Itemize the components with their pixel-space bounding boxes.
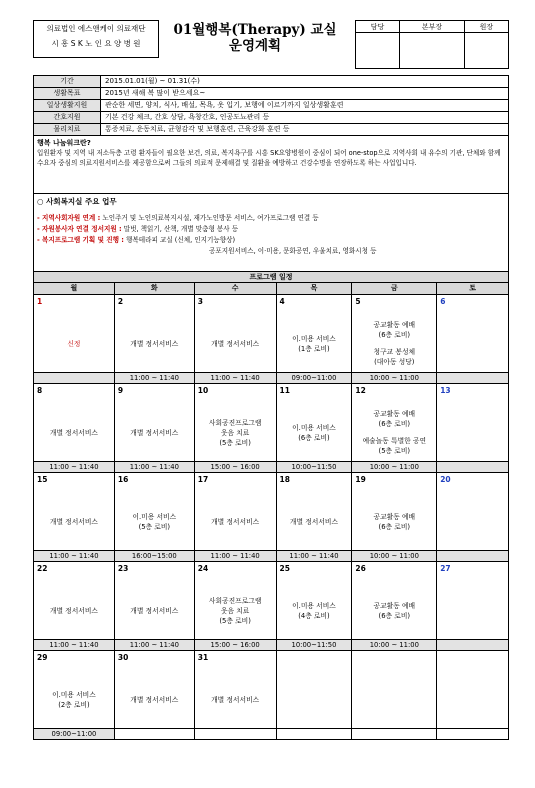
day-number: 12 [355, 386, 366, 395]
event-text: (6층 로비) [378, 611, 411, 620]
event-text: 이.미용 서비스 [132, 512, 177, 521]
event-time [437, 462, 509, 473]
event-time: 09:00~11:00 [276, 373, 352, 384]
event-text: 공교활동 예배 [373, 321, 416, 329]
event-time: 11:00 ~ 11:40 [194, 551, 276, 562]
event-text: (6층 로비) [378, 420, 411, 428]
day-number: 13 [440, 386, 451, 395]
day-of-week-header: 화 [114, 283, 194, 295]
day-events [115, 671, 194, 728]
calendar-day-cell [276, 651, 352, 729]
service-text: 말벗, 책읽기, 산책, 개별 맞춤형 봉사 등 [123, 225, 239, 233]
calendar-week [34, 562, 509, 640]
info-value: 기본 건강 체크, 간호 상담, 욕창간호, 인공도뇨관리 등 [101, 112, 509, 124]
info-value: 통증치료, 운동치료, 균형감각 및 보행훈련, 근육강화 훈련 등 [101, 124, 509, 136]
calendar-day-cell [194, 473, 276, 551]
event-time [114, 729, 194, 740]
day-events [115, 582, 194, 639]
day-number: 6 [440, 297, 446, 306]
info-label: 간호지원 [34, 112, 101, 124]
service-text: 행복테라피 교실 (신체, 인지기능향상) [126, 236, 236, 244]
service-item [37, 213, 505, 224]
day-events [352, 315, 436, 372]
event-time: 10:00 ~ 11:00 [352, 462, 437, 473]
day-number: 17 [197, 475, 209, 484]
calendar-day-cell [194, 384, 276, 462]
event-text: 공교활동 예배 [373, 410, 416, 418]
day-events [195, 404, 276, 461]
service-text: 노인주거 및 노인의료복지시설, 재가노인방문 서비스, 여가프로그램 연결 등 [102, 214, 319, 222]
calendar-time-row [34, 551, 509, 562]
event-text: 개별 정서서비스 [49, 606, 98, 615]
event-text: 개별 정서서비스 [130, 339, 179, 348]
event-text: 청구교 봉성체 [373, 348, 416, 356]
day-number: 23 [117, 564, 129, 573]
title-main: 01월행복(Therapy) 교실 [173, 22, 337, 38]
title-sub: 운영계획 [228, 38, 282, 54]
day-number: 29 [37, 653, 48, 662]
day-events [115, 493, 194, 550]
calendar-day-cell [114, 295, 194, 373]
calendar-time-row [34, 640, 509, 651]
approval-header-staff: 담당 [356, 21, 400, 33]
calendar-day-cell [114, 562, 194, 640]
event-time [194, 729, 276, 740]
event-text: 웃음 치료 [220, 428, 250, 437]
event-text: (5층 로비) [378, 447, 411, 455]
organization-box [33, 20, 159, 58]
info-row [34, 76, 509, 88]
info-label: 생활목표 [34, 88, 101, 100]
day-number: 26 [355, 564, 366, 573]
calendar-week [34, 651, 509, 729]
calendar-day-cell [352, 384, 437, 462]
document-title [165, 22, 345, 54]
day-events [34, 404, 114, 461]
approval-sign-chief [464, 33, 508, 69]
calendar-day-cell [34, 651, 115, 729]
day-events [195, 315, 276, 372]
day-number: 8 [37, 386, 43, 395]
day-events [277, 493, 352, 550]
event-text: 사회공진프로그램 [208, 418, 262, 427]
event-text: 개별 정서서비스 [211, 339, 260, 348]
day-of-week-header: 금 [352, 283, 437, 295]
event-time: 10:00 ~ 11:00 [352, 551, 437, 562]
event-time: 11:00 ~ 11:40 [114, 373, 194, 384]
day-events [437, 671, 508, 728]
calendar-day-cell [352, 562, 437, 640]
calendar-title: 프로그램 일정 [34, 272, 509, 283]
day-number: 24 [197, 564, 209, 573]
calendar-day-cell [276, 384, 352, 462]
event-text: (5층 로비) [219, 616, 251, 625]
day-events [195, 582, 276, 639]
day-number: 31 [197, 653, 209, 662]
event-text: 공교활동 예배 [373, 512, 416, 521]
day-events [34, 582, 114, 639]
calendar-day-cell [276, 562, 352, 640]
services-section [33, 194, 509, 272]
event-time [34, 373, 115, 384]
info-label: 일상생활지원 [34, 100, 101, 112]
event-time: 11:00 ~ 11:40 [276, 551, 352, 562]
calendar-day-cell [276, 473, 352, 551]
calendar-time-row [34, 462, 509, 473]
hospital-name: 시 흥 S K 노 인 요 양 병 원 [51, 39, 141, 48]
service-item [37, 235, 505, 246]
event-text: 공교활동 예배 [373, 601, 416, 610]
day-number: 3 [197, 297, 203, 306]
calendar-day-cell [276, 295, 352, 373]
event-text: 개별 정서서비스 [49, 517, 98, 526]
info-value: 2015.01.01(월) ~ 01.31(수) [101, 76, 509, 88]
event-text: 이.미용 서비스 [292, 423, 336, 432]
day-number: 27 [440, 564, 451, 573]
event-time: 11:00 ~ 11:40 [34, 640, 115, 651]
calendar-day-cell [437, 295, 509, 373]
day-number: 1 [37, 297, 43, 306]
event-text: 예술놀동 특별한 공연 [362, 437, 427, 445]
day-events [352, 493, 436, 550]
day-events [277, 582, 352, 639]
approval-header-director: 본부장 [400, 21, 465, 33]
day-number: 10 [197, 386, 209, 395]
info-row [34, 100, 509, 112]
event-time: 11:00 ~ 11:40 [114, 640, 194, 651]
event-text: 웃음 치료 [220, 606, 250, 615]
day-events [352, 404, 436, 461]
calendar-day-cell [352, 651, 437, 729]
day-number: 9 [117, 386, 124, 395]
calendar-day-cell [34, 562, 115, 640]
event-text: 이.미용 서비스 [52, 690, 96, 699]
event-time [437, 373, 509, 384]
approval-header-chief: 원장 [464, 21, 508, 33]
event-time [352, 729, 437, 740]
day-number: 20 [440, 475, 451, 484]
info-row [34, 88, 509, 100]
day-number: 2 [117, 297, 124, 306]
info-label: 물리치료 [34, 124, 101, 136]
calendar-day-cell [194, 295, 276, 373]
event-text: (6층 로비) [378, 331, 411, 339]
event-text: 개별 정서서비스 [211, 695, 260, 704]
day-events [437, 315, 508, 372]
event-text: 이.미용 서비스 [292, 334, 336, 343]
event-time: 11:00 ~ 11:40 [34, 462, 115, 473]
event-time: 11:00 ~ 11:40 [114, 462, 194, 473]
day-events [437, 582, 508, 639]
day-of-week-header: 목 [276, 283, 352, 295]
event-text: (2층 로비) [58, 700, 90, 709]
event-time [276, 729, 352, 740]
day-of-week-header: 수 [194, 283, 276, 295]
day-of-week-header: 월 [34, 283, 115, 295]
calendar-week [34, 295, 509, 373]
intro-section [33, 136, 509, 194]
day-events [195, 671, 276, 728]
event-text: (5층 로비) [138, 522, 171, 531]
day-events [34, 315, 114, 372]
event-text: (6층 로비) [298, 433, 330, 442]
event-text: 개별 정서서비스 [211, 517, 260, 526]
event-text: 신정 [67, 339, 81, 348]
approval-sign-director [400, 33, 465, 69]
calendar-time-row [34, 729, 509, 740]
event-time: 10:00~11:50 [276, 462, 352, 473]
calendar-day-cell [34, 473, 115, 551]
calendar-day-cell [437, 384, 509, 462]
service-label: - 자원봉사자 연결 정서지원 : [37, 225, 122, 233]
calendar-week [34, 384, 509, 462]
calendar-day-cell [34, 295, 115, 373]
calendar-day-cell [114, 651, 194, 729]
event-time: 11:00 ~ 11:40 [194, 373, 276, 384]
day-of-week-header: 토 [437, 283, 509, 295]
day-events [277, 315, 352, 372]
event-text: 개별 정서서비스 [130, 428, 179, 437]
info-value: 관순한 세면, 양치, 식사, 배설, 목욕, 옷 입기, 보행에 이르기까지 일상생활훈련 [101, 100, 509, 112]
calendar-day-cell [437, 562, 509, 640]
event-time [437, 551, 509, 562]
day-number: 19 [355, 475, 366, 484]
calendar-time-row [34, 373, 509, 384]
service-item [37, 224, 505, 235]
approval-sign-staff [356, 33, 400, 69]
event-time: 15:00 ~ 16:00 [194, 640, 276, 651]
info-row [34, 124, 509, 136]
event-text: (대아동 성당) [374, 358, 415, 366]
services-heading: ○ 사회복지실 주요 업무 [37, 197, 117, 206]
calendar-day-cell [114, 384, 194, 462]
calendar-day-cell [194, 651, 276, 729]
day-number: 15 [37, 475, 48, 484]
event-time: 10:00 ~ 11:00 [352, 640, 437, 651]
service-label: - 복지프로그램 기획 및 진행 : [37, 236, 124, 244]
event-text: 이.미용 서비스 [292, 601, 336, 610]
calendar-day-cell [437, 651, 509, 729]
day-events [437, 493, 508, 550]
event-time: 15:00 ~ 16:00 [194, 462, 276, 473]
calendar-day-cell [34, 384, 115, 462]
event-text: (1층 로비) [298, 344, 330, 353]
organization-name: 의료법인 에스앤케이 의료재단 [46, 24, 146, 33]
program-calendar [33, 271, 509, 740]
event-text: 개별 정서서비스 [130, 695, 179, 704]
day-events [34, 671, 114, 728]
day-events [34, 493, 114, 550]
calendar-day-cell [194, 562, 276, 640]
calendar-day-cell [114, 473, 194, 551]
event-text: 개별 정서서비스 [289, 517, 339, 526]
day-number: 18 [279, 475, 290, 484]
day-number: 5 [355, 297, 361, 306]
day-events [115, 315, 194, 372]
event-time: 16:00~15:00 [114, 551, 194, 562]
day-number: 25 [279, 564, 290, 573]
program-info-table [33, 75, 509, 136]
intro-heading: 행복 나눔워크란? [37, 139, 91, 147]
day-events [352, 582, 436, 639]
info-row [34, 112, 509, 124]
day-number: 11 [279, 386, 290, 395]
event-text: 개별 정서서비스 [130, 606, 179, 615]
service-label: - 지역사회자원 연계 : [37, 214, 101, 222]
event-text: (5층 로비) [219, 438, 251, 447]
calendar-day-cell [352, 295, 437, 373]
day-events [277, 404, 352, 461]
event-text: 사회공진프로그램 [208, 596, 262, 605]
event-time: 09:00~11:00 [34, 729, 115, 740]
service-extra: 공포지원서비스, 이·미용, 문화공연, 우울치료, 영화시청 등 [209, 247, 377, 255]
calendar-week [34, 473, 509, 551]
event-time: 11:00 ~ 11:40 [34, 551, 115, 562]
event-time [437, 729, 509, 740]
info-label: 기간 [34, 76, 101, 88]
info-value: 2015년 새해 복 많이 받으세요~ [101, 88, 509, 100]
day-number: 22 [37, 564, 48, 573]
event-time [437, 640, 509, 651]
event-time: 10:00~11:50 [276, 640, 352, 651]
intro-text: 입원환자 및 지역 내 저소득층 고령 환자들이 필요한 보건, 의료, 복지욕구를 시흥 SK요양병원이 중심이 되어 one-stop으로 지역사회 내 유수의 기관, 단체와 함께 수요자 중심의 의료지원서비스를 제공함으로써 그들의 의료적 문제해결 및 질환을 예방하고 건강수명을 연장하도록 하는 사업입니다. [37, 149, 501, 167]
day-number: 16 [117, 475, 129, 484]
day-events [115, 404, 194, 461]
approval-box [355, 20, 509, 69]
day-number: 30 [117, 653, 129, 662]
calendar-day-cell [437, 473, 509, 551]
event-time: 10:00 ~ 11:00 [352, 373, 437, 384]
calendar-day-cell [352, 473, 437, 551]
event-text: 개별 정서서비스 [49, 428, 98, 437]
day-events [277, 671, 352, 728]
day-number: 4 [279, 297, 285, 306]
day-events [195, 493, 276, 550]
day-events [352, 671, 436, 728]
event-text: (6층 로비) [378, 522, 411, 531]
day-events [437, 404, 508, 461]
event-text: (4층 로비) [298, 611, 330, 620]
